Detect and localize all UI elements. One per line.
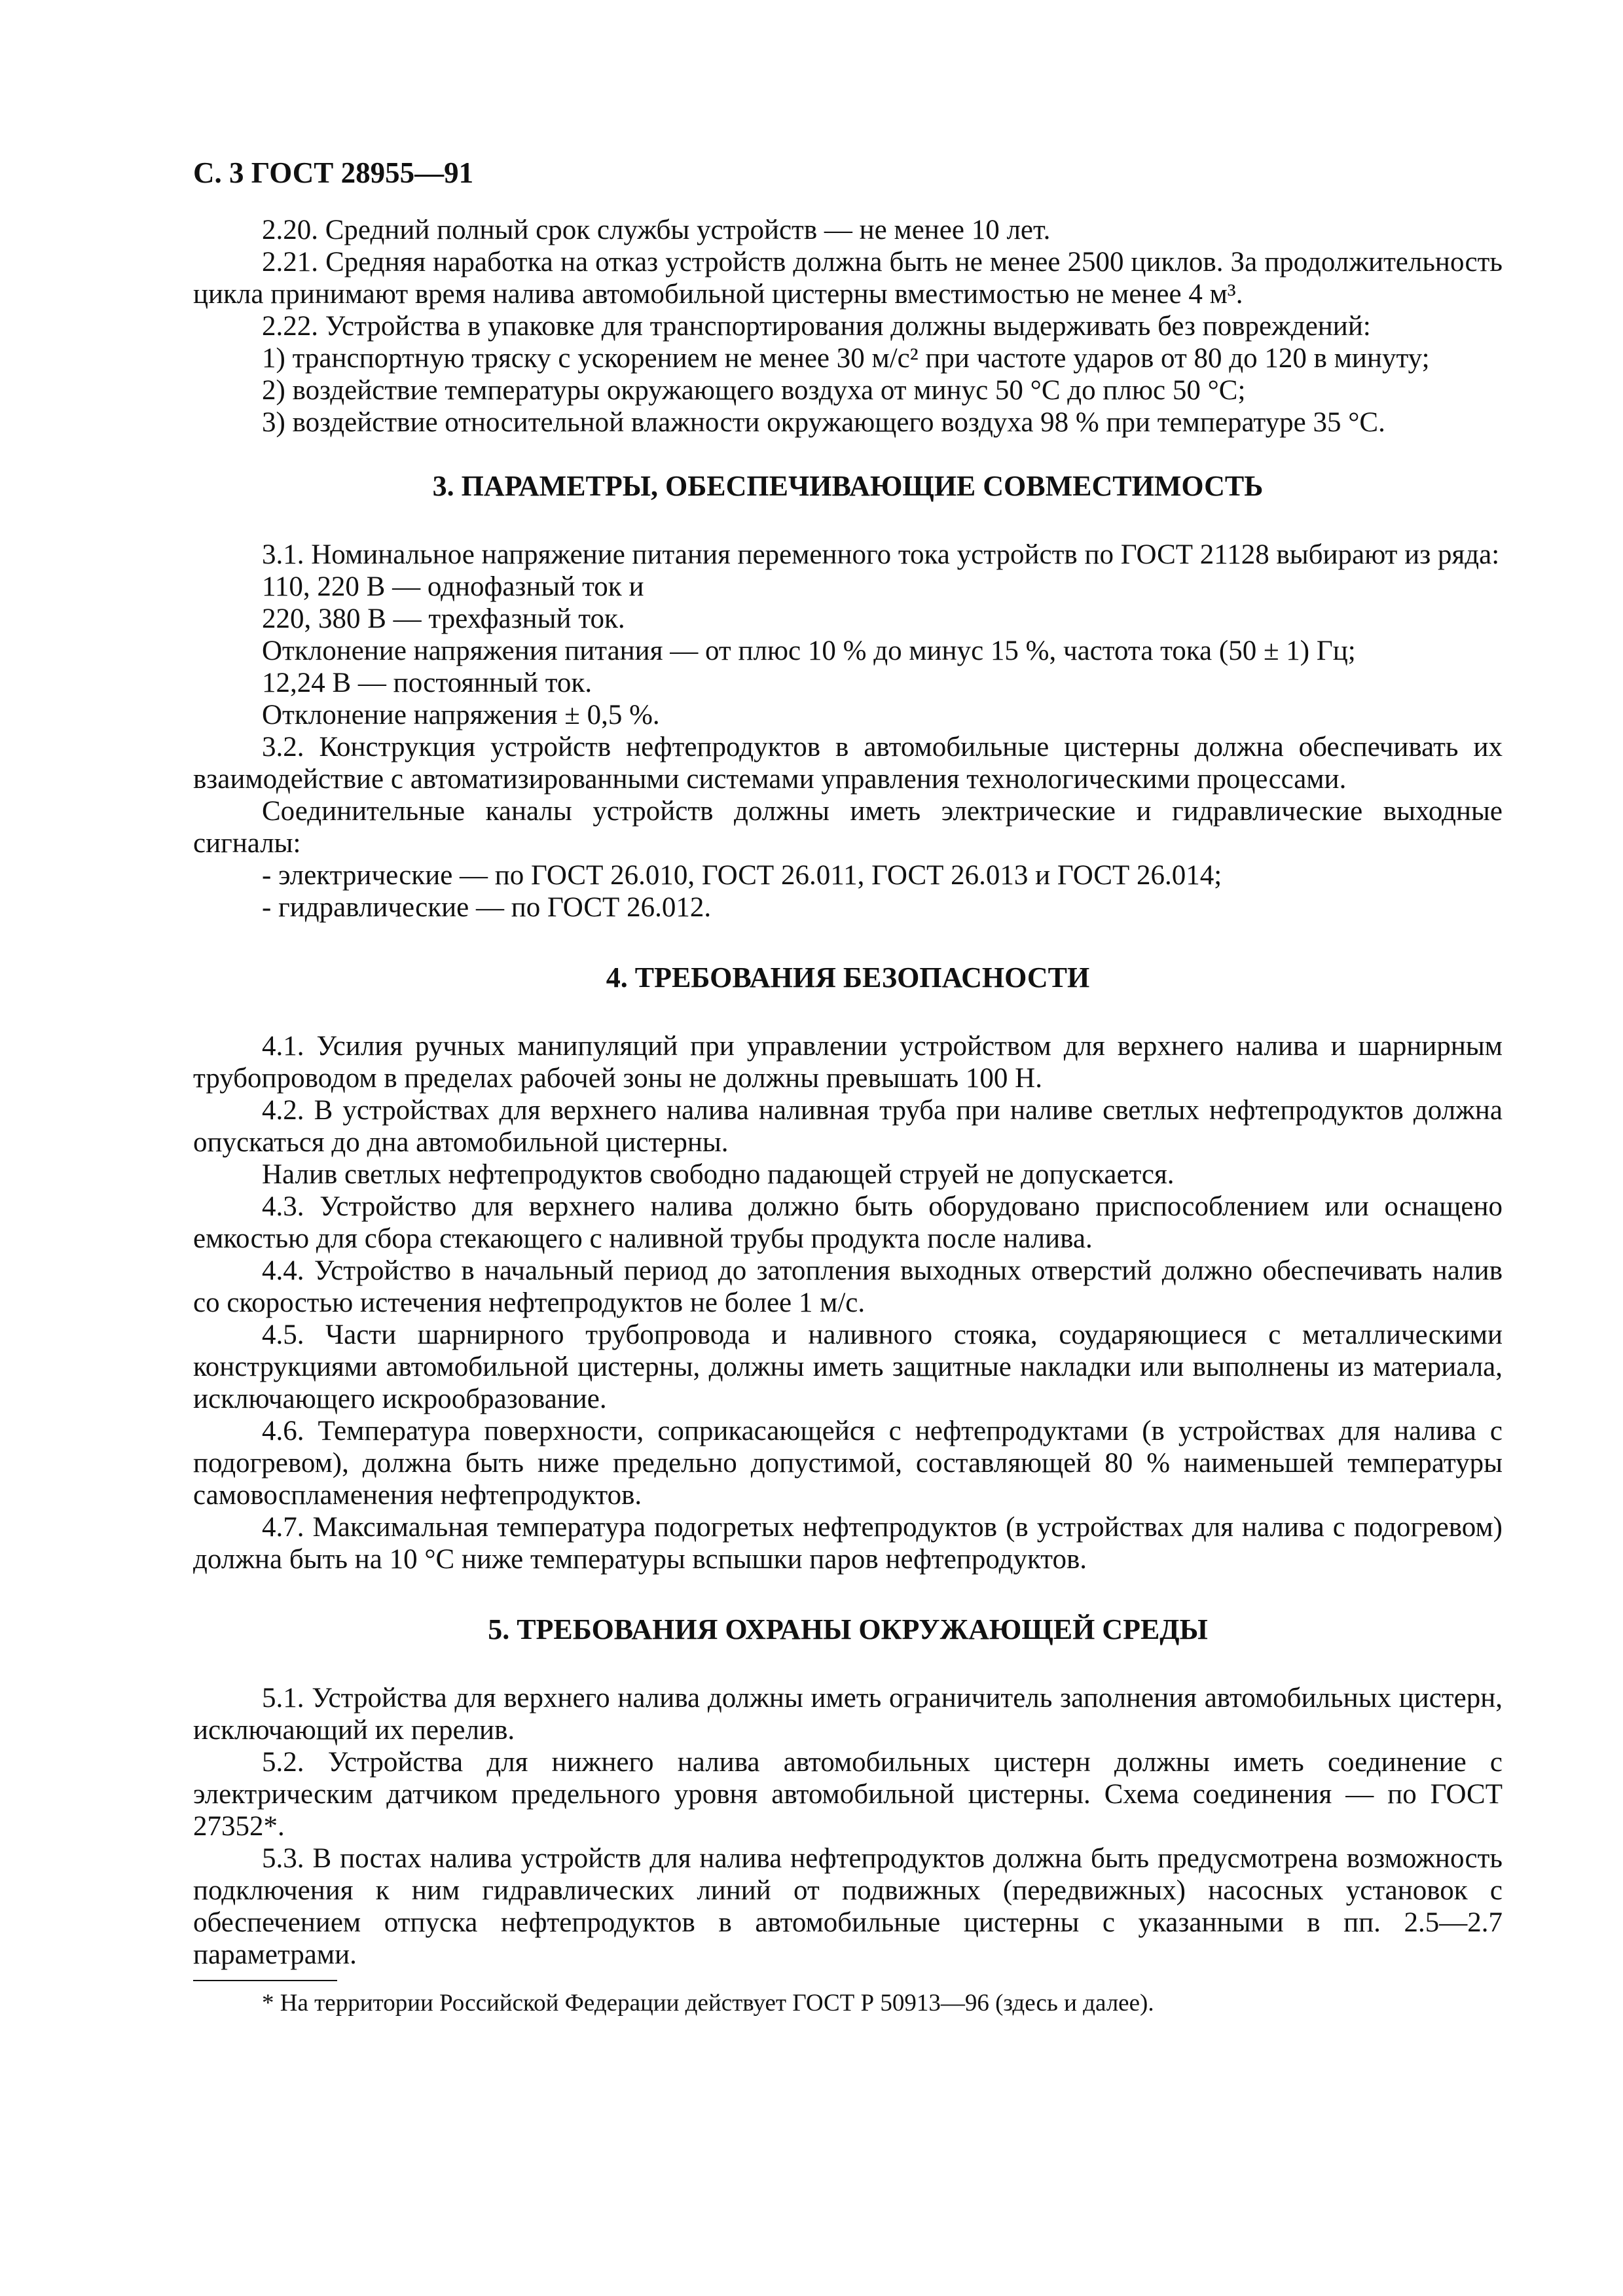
clause-4-4: 4.4. Устройство в начальный период до затопления выходных отверстий должно обеспечивать налив со скоростью истечения нефтепродуктов не более 1 м/с. bbox=[193, 1255, 1503, 1318]
page-header: С. 3 ГОСТ 28955—91 bbox=[193, 156, 474, 189]
clause-3-2-electric: - электрические — по ГОСТ 26.010, ГОСТ 26.011, ГОСТ 26.013 и ГОСТ 26.014; bbox=[262, 860, 1222, 891]
clause-4-1: 4.1. Усилия ручных манипуляций при управлении устройством для верхнего налива и шарнирным трубопроводом в пределах рабочей зоны не должны превышать 100 Н. bbox=[193, 1031, 1503, 1094]
clause-2-22: 2.22. Устройства в упаковке для транспортирования должны выдерживать без повреждений: bbox=[262, 311, 1371, 342]
clause-3-2-channels: Соединительные каналы устройств должны иметь электрические и гидравлические выходные сигналы: bbox=[193, 796, 1503, 859]
footnote-divider bbox=[193, 1980, 337, 1981]
clause-4-6: 4.6. Температура поверхности, соприкасающейся с нефтепродуктами (в устройствах для налива с подогревом), должна быть ниже предельно допустимой, составляющей 80 % наименьшей температуры самовоспламенения нефтепродуктов. bbox=[193, 1416, 1503, 1511]
clause-3-2: 3.2. Конструкция устройств нефтепродуктов в автомобильные цистерны должна обеспечивать их взаимодействие с автоматизированными системами управления технологическими процессами. bbox=[193, 732, 1503, 795]
clause-3-1-line-3: Отклонение напряжения питания — от плюс 10 % до минус 15 %, частота тока (50 ± 1) Гц; bbox=[262, 636, 1356, 666]
clause-5-2: 5.2. Устройства для нижнего налива автомобильных цистерн должны иметь соединение с электрическим датчиком предельного уровня автомобильной цистерны. Схема соединения — по ГОСТ 27352*. bbox=[193, 1747, 1503, 1842]
clause-3-1-line-2: 220, 380 В — трехфазный ток. bbox=[262, 603, 625, 634]
clause-3-1-line-4: 12,24 В — постоянный ток. bbox=[262, 668, 593, 698]
clause-2-20: 2.20. Средний полный срок службы устройств — не менее 10 лет. bbox=[262, 215, 1051, 245]
clause-3-1-line-1: 110, 220 В — однофазный ток и bbox=[262, 571, 644, 602]
clause-3-1-line-5: Отклонение напряжения ± 0,5 %. bbox=[262, 700, 660, 730]
clause-4-2: 4.2. В устройствах для верхнего налива наливная труба при наливе светлых нефтепродуктов должна опускаться до дна автомобильной цистерны. bbox=[193, 1095, 1503, 1158]
footnote: * На территории Российской Федерации действует ГОСТ Р 50913—96 (здесь и далее). bbox=[262, 1990, 1154, 2017]
section-4-title: 4. ТРЕБОВАНИЯ БЕЗОПАСНОСТИ bbox=[606, 961, 1090, 994]
clause-4-2-note: Налив светлых нефтепродуктов свободно падающей струей не допускается. bbox=[262, 1159, 1175, 1190]
clause-2-22-item-3: 3) воздействие относительной влажности окружающего воздуха 98 % при температуре 35 °С. bbox=[262, 407, 1385, 438]
clause-3-1: 3.1. Номинальное напряжение питания переменного тока устройств по ГОСТ 21128 выбирают из ряда: bbox=[262, 539, 1500, 570]
document-page bbox=[193, 157, 1503, 2018]
section-5-title: 5. ТРЕБОВАНИЯ ОХРАНЫ ОКРУЖАЮЩЕЙ СРЕДЫ bbox=[488, 1613, 1208, 1645]
clause-4-7: 4.7. Максимальная температура подогретых нефтепродуктов (в устройствах для налива с подогревом) должна быть на 10 °С ниже температуры вспышки паров нефтепродуктов. bbox=[193, 1512, 1503, 1575]
clause-5-1: 5.1. Устройства для верхнего налива должны иметь ограничитель заполнения автомобильных цистерн, исключающий их перелив. bbox=[193, 1683, 1503, 1746]
clause-5-3: 5.3. В постах налива устройств для налива нефтепродуктов должна быть предусмотрена возможность подключения к ним гидравлических линий от подвижных (передвижных) насосных установок с обеспечением отпуска нефтепродуктов в автомобильные цистерны с указанными в пп. 2.5—2.7 параметрами. bbox=[193, 1843, 1503, 1970]
clause-2-21: 2.21. Средняя наработка на отказ устройств должна быть не менее 2500 циклов. За продолжительность цикла принимают время налива автомобильной цистерны вместимостью не менее 4 м³. bbox=[193, 247, 1503, 310]
clause-2-22-item-1: 1) транспортную тряску с ускорением не менее 30 м/с² при частоте ударов от 80 до 120 в минуту; bbox=[262, 343, 1430, 374]
section-3-title: 3. ПАРАМЕТРЫ, ОБЕСПЕЧИВАЮЩИЕ СОВМЕСТИМОСТЬ bbox=[432, 470, 1264, 502]
clause-4-3: 4.3. Устройство для верхнего налива должно быть оборудовано приспособлением или оснащено емкостью для сбора стекающего с наливной трубы продукта после налива. bbox=[193, 1191, 1503, 1254]
clause-4-5: 4.5. Части шарнирного трубопровода и наливного стояка, соударяющиеся с металлическими конструкциями автомобильной цистерны, должны иметь защитные накладки или выполнены из материала, исключающего искрообразование. bbox=[193, 1319, 1503, 1414]
clause-2-22-item-2: 2) воздействие температуры окружающего воздуха от минус 50 °С до плюс 50 °С; bbox=[262, 375, 1246, 406]
clause-3-2-hydraulic: - гидравлические — по ГОСТ 26.012. bbox=[262, 892, 712, 923]
